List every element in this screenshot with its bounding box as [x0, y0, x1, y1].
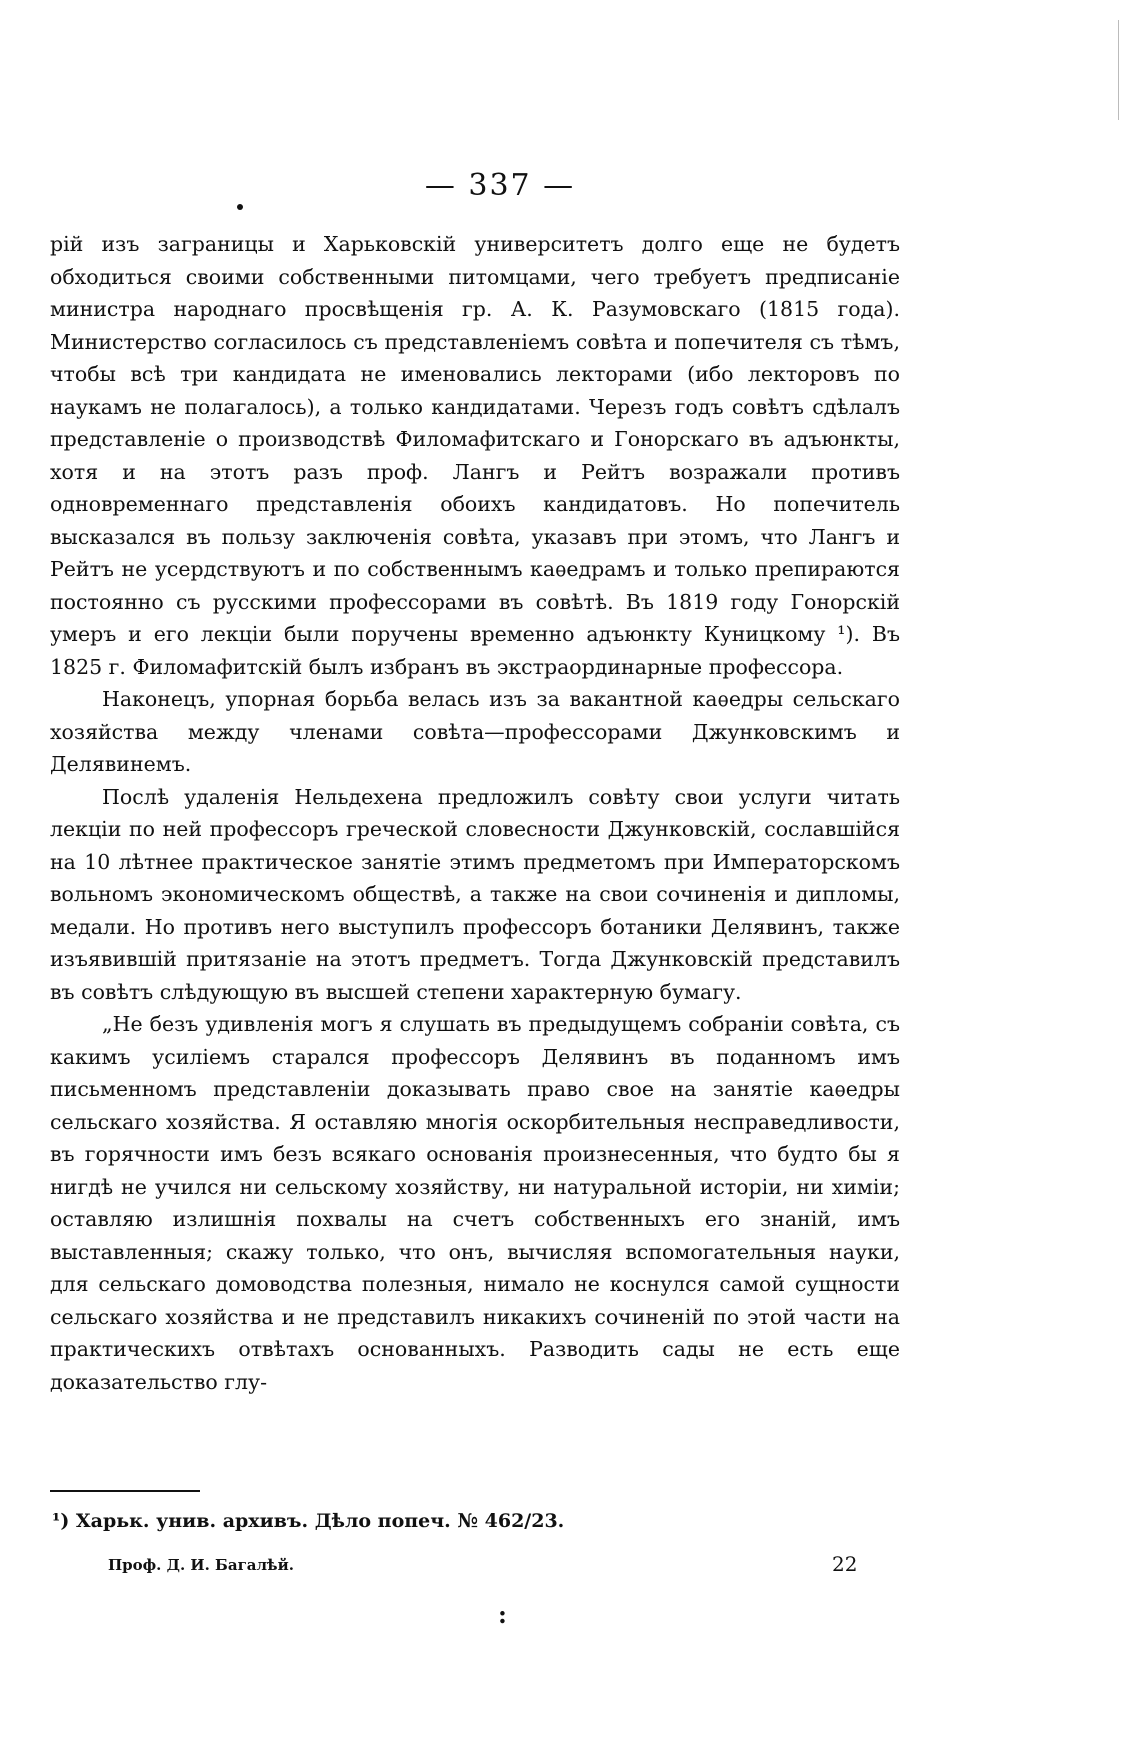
author-signature-line: Проф. Д. И. Багалѣй.	[108, 1556, 294, 1574]
page-number: — 337 —	[424, 168, 576, 203]
paragraph-3: Послѣ удаленія Нельдехена предложилъ совѣту свои услуги читать лекціи по ней профессоръ греческой словесности Джунковскій, сославшійся на 10 лѣтнее практическое занятіе этимъ предметомъ при Императорскомъ вольномъ экономическомъ обществѣ, а также на свои сочиненія и дипломы, медали. Но противъ него выступилъ профессоръ ботаники Делявинъ, также изъявившій притязаніе на этотъ предметъ. Тогда Джунковскій представилъ въ совѣтъ слѣдующую въ высшей степени характерную бумагу.	[50, 784, 900, 1004]
paragraph-2: Наконецъ, упорная борьба велась изъ за вакантной каѳедры сельскаго хозяйства между членами совѣта—профессорами Джунковскимъ и Делявинемъ.	[50, 687, 900, 776]
footnote-divider	[50, 1490, 200, 1492]
sheet-number: 22	[832, 1552, 858, 1576]
body-text	[50, 228, 900, 1398]
bottom-mark: :	[498, 1600, 507, 1629]
paragraph-1: рій изъ заграницы и Харьковскій университетъ долго еще не будетъ обходиться своими собственными питомцами, чего требуетъ предписаніе министра народнаго просвѣщенія гр. А. К. Разумовскаго (1815 года). Министерство согласилось съ представленіемъ совѣта и попечителя съ тѣмъ, чтобы всѣ три кандидата не именовались лекторами (ибо лекторовъ по наукамъ не полагалось), а только кандидатами. Черезъ годъ совѣтъ сдѣлалъ представленіе о производствѣ Филомафитскаго и Гонорскаго въ адъюнкты, хотя и на этотъ разъ проф. Лангъ и Рейтъ возражали противъ одновременнаго представленія обоихъ кандидатовъ. Но попечитель высказался въ пользу заключенія совѣта, указавъ при этомъ, что Лангъ и Рейтъ не усердствуютъ и по собственнымъ каѳедрамъ и только препираются постоянно съ русскими профессорами въ совѣтѣ. Въ 1819 году Гонорскій умеръ и его лекціи были поручены временно адъюнкту Куницкому ¹). Въ 1825 г. Филомафитскій былъ избранъ въ экстраординарные профессора.	[50, 232, 900, 679]
footnote: ¹) Харьк. унив. архивъ. Дѣло попеч. № 462/23.	[52, 1510, 565, 1532]
paragraph-4: „Не безъ удивленія могъ я слушать въ предыдущемъ собраніи совѣта, съ какимъ усиліемъ старался профессоръ Делявинъ въ поданномъ имъ письменномъ представленіи доказывать право свое на занятіе каѳедры сельскаго хозяйства. Я оставляю многія оскорбительныя несправедливости, въ горячности имъ безъ всякаго основанія произнесенныя, что будто бы я нигдѣ не учился ни сельскому хозяйству, ни натуральной исторіи, ни химіи; оставляю излишнія похвалы на счетъ собственныхъ его знаній, имъ выставленныя; скажу только, что онъ, вычисляя вспомогательныя науки, для сельскаго домоводства полезныя, нимало не коснулся самой сущности сельскаго хозяйства и не представилъ никакихъ сочиненій по этой части на практическихъ отвѣтахъ основанныхъ. Разводить сады не есть еще доказательство глу-	[50, 1012, 900, 1394]
scan-edge-line	[1118, 20, 1119, 120]
ink-dot	[237, 204, 243, 210]
